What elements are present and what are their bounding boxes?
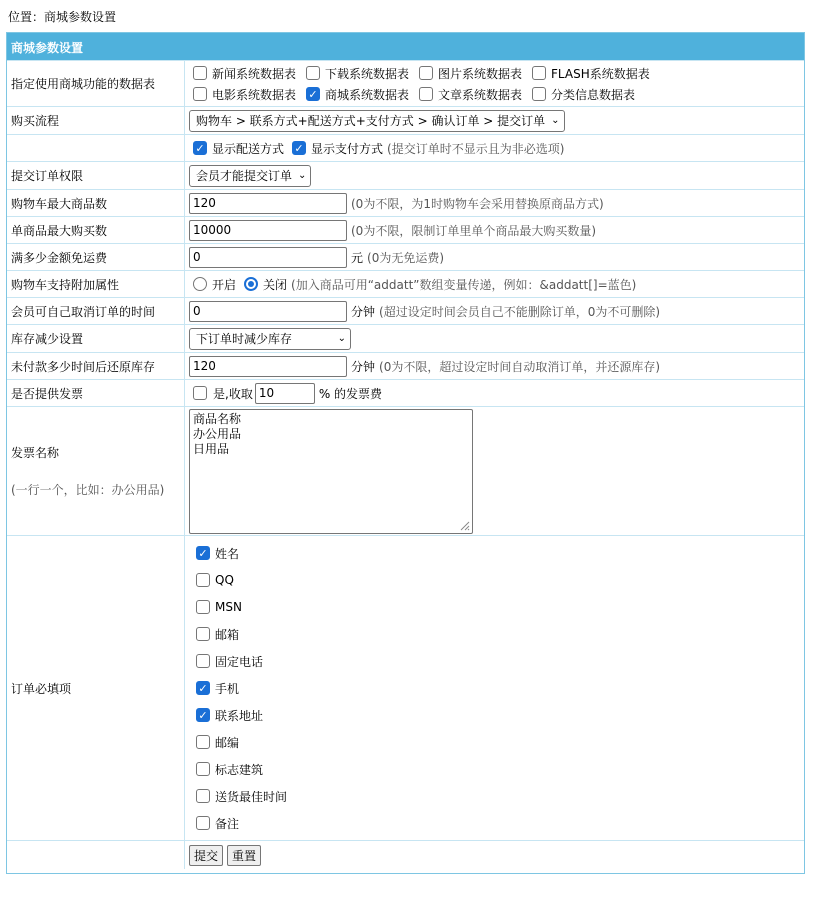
- row-restore: [7, 352, 804, 379]
- invoice-name-line: 商品名称: [193, 411, 242, 426]
- permission-cell: [184, 162, 804, 189]
- required-item[interactable]: [189, 540, 287, 567]
- attrs-on-option[interactable]: [193, 276, 236, 293]
- row-max-qty: [7, 216, 804, 243]
- chevron-down-icon: ⌄: [551, 115, 560, 126]
- label-invoice: 是否提供发票: [11, 386, 84, 401]
- table-option-checkbox[interactable]: [532, 66, 546, 80]
- required-item-checkbox[interactable]: [196, 600, 210, 614]
- required-item[interactable]: [189, 567, 287, 594]
- row-max-items: [7, 189, 804, 216]
- attrs-on-radio[interactable]: [193, 277, 207, 291]
- table-option-label: 文章系统数据表: [438, 87, 523, 102]
- required-item[interactable]: [189, 621, 287, 648]
- label-required: 订单必填项: [11, 681, 72, 696]
- required-item-checkbox[interactable]: [196, 573, 210, 587]
- chevron-down-icon: ⌄: [298, 170, 307, 181]
- restore-input[interactable]: 120: [189, 356, 347, 377]
- table-option-checkbox[interactable]: [419, 66, 433, 80]
- panel-title: 商城参数设置: [7, 33, 804, 60]
- table-option-label: 下载系统数据表: [325, 66, 410, 81]
- label-stock: 库存减少设置: [11, 332, 84, 346]
- required-item-label: 备注: [215, 816, 240, 831]
- reset-button[interactable]: 重置: [227, 845, 261, 866]
- label-max-items: 购物车最大商品数: [11, 196, 108, 211]
- cancel-time-unit: 分钟: [351, 304, 376, 319]
- table-option[interactable]: [419, 86, 532, 103]
- row-flow-options: [7, 134, 804, 161]
- invoice-names-hint: (一行一个，比如：办公用品): [11, 483, 165, 497]
- settings-panel: [6, 32, 805, 874]
- required-item[interactable]: [189, 648, 287, 675]
- table-option-checkbox[interactable]: [306, 66, 320, 80]
- row-required: [7, 535, 804, 840]
- required-item-label: MSN: [215, 600, 242, 614]
- required-item-label: 固定电话: [215, 654, 264, 669]
- required-item[interactable]: [189, 675, 287, 702]
- attrs-hint: (加入商品可用“addatt”数组变量传递，例如：&addatt[]=蓝色): [291, 277, 637, 292]
- buttons-cell: [184, 841, 804, 869]
- required-item-label: QQ: [215, 573, 234, 587]
- row-flow: [7, 106, 804, 134]
- location-breadcrumb: 位置：商城参数设置: [8, 10, 117, 24]
- required-item-checkbox[interactable]: [196, 708, 210, 722]
- required-item-checkbox[interactable]: [196, 681, 210, 695]
- table-option-label: 商城系统数据表: [325, 87, 410, 102]
- free-shipping-hint: (0为无免运费): [367, 250, 445, 265]
- show-delivery-option[interactable]: [193, 140, 284, 157]
- label-max-qty: 单商品最大购买数: [11, 223, 108, 238]
- cancel-time-input[interactable]: 0: [189, 301, 347, 322]
- table-option-checkbox[interactable]: [193, 87, 207, 101]
- attrs-off-label: 关闭: [263, 277, 288, 292]
- free-shipping-input[interactable]: 0: [189, 247, 347, 268]
- permission-select-value: 会员才能提交订单: [196, 169, 293, 183]
- table-option-checkbox[interactable]: [306, 87, 320, 101]
- tables-options: [184, 61, 804, 106]
- max-items-hint: (0为不限，为1时购物车会采用替换原商品方式): [351, 196, 604, 211]
- stock-cell: [184, 325, 804, 352]
- label-tables: 指定使用商城功能的数据表: [11, 77, 156, 91]
- flow-select[interactable]: [189, 110, 565, 132]
- max-qty-input[interactable]: 10000: [189, 220, 347, 241]
- required-item-label: 标志建筑: [215, 762, 264, 777]
- table-option[interactable]: [306, 86, 419, 103]
- restore-unit: 分钟: [351, 359, 376, 374]
- flow-select-value: 购物车 > 联系方式+配送方式+支付方式 > 确认订单 > 提交订单: [196, 114, 546, 128]
- required-item[interactable]: [189, 756, 287, 783]
- flow-options: [184, 135, 804, 161]
- restore-hint: (0为不限，超过设定时间自动取消订单，并还源库存): [379, 359, 661, 374]
- show-delivery-checkbox[interactable]: [193, 141, 207, 155]
- required-item-label: 邮编: [215, 735, 240, 750]
- row-stock: [7, 324, 804, 352]
- max-qty-hint: (0为不限，限制订单里单个商品最大购买数量): [351, 223, 596, 238]
- row-buttons: [7, 840, 804, 869]
- chevron-down-icon: ⌄: [337, 333, 346, 344]
- table-option-label: 图片系统数据表: [438, 66, 523, 81]
- label-free-shipping: 满多少金额免运费: [11, 250, 108, 265]
- label-flow: 购买流程: [11, 114, 60, 128]
- label-attrs: 购物车支持附加属性: [11, 277, 120, 292]
- row-cancel-time: [7, 297, 804, 324]
- show-delivery-label: 显示配送方式: [212, 141, 285, 156]
- table-option-checkbox[interactable]: [193, 66, 207, 80]
- label-cancel-time: 会员可自己取消订单的时间: [11, 304, 156, 319]
- invoice-checkbox[interactable]: [193, 386, 207, 400]
- empty-label: [7, 135, 184, 161]
- row-permission: [7, 161, 804, 189]
- free-shipping-cell: [184, 244, 804, 270]
- invoice-name-line: 办公用品: [193, 426, 242, 441]
- invoice-prefix: 是,收取: [213, 386, 253, 401]
- label-permission: 提交订单权限: [11, 169, 84, 183]
- invoice-names-cell: [184, 407, 804, 535]
- table-option-label: 新闻系统数据表: [212, 66, 297, 81]
- required-item-label: 姓名: [215, 546, 240, 561]
- row-invoice-names: [7, 406, 804, 535]
- invoice-names-label-cell: [7, 407, 184, 535]
- required-item-label: 联系地址: [215, 708, 264, 723]
- table-option[interactable]: [193, 86, 306, 103]
- max-items-input[interactable]: 120: [189, 193, 347, 214]
- free-shipping-unit: 元: [351, 250, 364, 265]
- row-invoice: [7, 379, 804, 406]
- required-item[interactable]: [189, 729, 287, 756]
- show-payment-option[interactable]: [292, 140, 383, 157]
- max-qty-cell: [184, 217, 804, 243]
- table-option[interactable]: [532, 65, 652, 82]
- required-item[interactable]: [189, 702, 287, 729]
- flow-cell: [184, 107, 804, 134]
- required-item-checkbox[interactable]: [196, 546, 210, 560]
- table-option[interactable]: [419, 65, 532, 82]
- stock-select[interactable]: [189, 328, 351, 350]
- cancel-time-hint: (超过设定时间会员自己不能删除订单，0为不可删除): [379, 304, 661, 319]
- stock-select-value: 下订单时减少库存: [196, 332, 293, 346]
- table-option[interactable]: [306, 65, 419, 82]
- attrs-on-label: 开启: [212, 277, 237, 292]
- label-restore: 未付款多少时间后还原库存: [11, 359, 156, 374]
- required-item[interactable]: [189, 810, 287, 837]
- submit-button[interactable]: 提交: [189, 845, 223, 866]
- required-item-checkbox[interactable]: [196, 654, 210, 668]
- required-item-label: 手机: [215, 681, 240, 696]
- required-item-checkbox[interactable]: [196, 789, 210, 803]
- show-payment-label: 显示支付方式: [311, 141, 384, 156]
- row-attrs: [7, 270, 804, 297]
- invoice-cell: [184, 380, 804, 406]
- required-item-checkbox[interactable]: [196, 816, 210, 830]
- permission-select[interactable]: [189, 165, 311, 187]
- table-option-checkbox[interactable]: [532, 87, 546, 101]
- cancel-time-cell: [184, 298, 804, 324]
- attrs-cell: [184, 271, 804, 297]
- restore-cell: [184, 353, 804, 379]
- required-item-label: 送货最佳时间: [215, 789, 288, 804]
- required-item[interactable]: [189, 783, 287, 810]
- required-item-checkbox[interactable]: [196, 735, 210, 749]
- table-option[interactable]: [193, 65, 306, 82]
- table-option-label: 电影系统数据表: [212, 87, 297, 102]
- row-free-shipping: [7, 243, 804, 270]
- row-tables: [7, 60, 804, 106]
- required-item[interactable]: [189, 594, 287, 621]
- max-items-cell: [184, 190, 804, 216]
- invoice-name-line: 日用品: [193, 441, 230, 456]
- label-invoice-names: 发票名称: [11, 446, 60, 460]
- required-item-checkbox[interactable]: [196, 627, 210, 641]
- flow-hint: (提交订单时不显示且为非必选项): [387, 141, 565, 156]
- attrs-off-option[interactable]: [244, 276, 287, 293]
- required-item-checkbox[interactable]: [196, 762, 210, 776]
- invoice-names-textarea[interactable]: [189, 409, 473, 534]
- attrs-off-radio[interactable]: [244, 277, 258, 291]
- table-option-label: 分类信息数据表: [551, 87, 636, 102]
- invoice-suffix: % 的发票费: [318, 386, 383, 401]
- required-list: [184, 536, 804, 840]
- table-option[interactable]: [532, 86, 652, 103]
- empty-label: [7, 841, 184, 869]
- show-payment-checkbox[interactable]: [292, 141, 306, 155]
- resize-grip-icon[interactable]: [458, 519, 470, 531]
- table-option-checkbox[interactable]: [419, 87, 433, 101]
- table-option-label: FLASH系统数据表: [551, 66, 650, 81]
- invoice-rate-input[interactable]: 10: [255, 383, 315, 404]
- required-item-label: 邮箱: [215, 627, 240, 642]
